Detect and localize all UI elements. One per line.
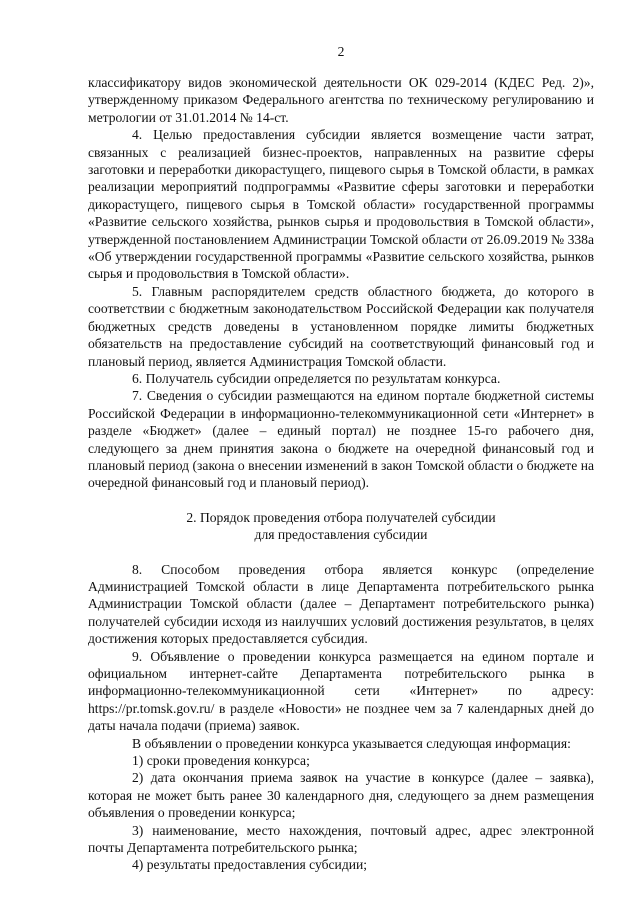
paragraph-item-4: 4. Целью предоставления субсидии является возмещение части затрат, связанных с реализацией бизнес-проектов, направленных на развитие сферы заготовки и переработки дикорастущего, пищевого сырья в Томской области, в рамках реализации мероприятий подпрограммы «Развитие сферы заготовки и переработки дикорастущего, пищевого сырья в Томской области» государственной программы «Развитие сельского хозяйства, рынков сырья и продовольствия в Томской области», утвержденной постановлением Администрации Томской области от 26.09.2019 № 338а «Об утверждении государственной программы «Развитие сельского хозяйства, рынков сырья и продовольствия в Томской области». [88,127,594,282]
paragraph-item-5: 5. Главным распорядителем средств областного бюджета, до которого в соответствии с бюджетным законодательством Российской Федерации как получателя бюджетных средств доведены в установленном порядке лимиты бюджетных обязательств на предоставление субсидий на соответствующий финансовый год и плановый период, является Администрация Томской области. [88,283,594,369]
paragraph-item-8: 8. Способом проведения отбора является конкурс (определение Администрацией Томской области в лице Департамента потребительского рынка Администрации Томской области (далее – Департамент потребительского рынка) получателей субсидии исходя из наилучших условий достижения результатов, в целях достижения которых предоставляется субсидия. [88,561,594,647]
list-item-4: 4) результаты предоставления субсидии; [132,857,368,873]
paragraph-item-7: 7. Сведения о субсидии размещаются на едином портале бюджетной системы Российской Федерации в информационно-телекоммуникационной сети «Интернет» в разделе «Бюджет» (далее – единый портал) не позднее 15-го рабочего дня, следующего за днем принятия закона о бюджете на очередной финансовый год и плановый период (закона о внесении изменений в закон Томской области о бюджете на очередной финансовый год и плановый период). [88,388,594,491]
list-item-2: 2) дата окончания приема заявок на участие в конкурсе (далее – заявка), которая не может быть ранее 30 календарного дня, следующего за днем размещения объявления о проведении конкурса; [88,770,594,821]
paragraph-item-6: 6. Получатель субсидии определяется по результатам конкурса. [132,370,501,386]
paragraph-announcement-info: В объявлении о проведении конкурса указывается следующая информация: [132,735,571,751]
document-body [88,74,594,874]
section-heading-line-1: 2. Порядок проведения отбора получателей субсидии [186,509,496,525]
section-heading-line-2: для предоставления субсидии [254,527,428,543]
paragraph-item-9: 9. Объявление о проведении конкурса размещается на едином портале и официальном интернет-сайте Департамента потребительского рынка в информационно-телекоммуникационной сети «Интернет» по адресу: https://pr.tomsk.gov.ru/ в разделе «Новости» не позднее чем за 7 календарных дней до даты начала подачи (приема) заявок. [88,648,594,734]
list-item-3: 3) наименование, место нахождения, почтовый адрес, адрес электронной почты Департамента потребительского рынка; [88,822,594,856]
section-heading [88,509,594,544]
list-item-1: 1) сроки проведения конкурса; [132,753,310,769]
page-number: 2 [337,44,345,59]
paragraph-continuation: классификатору видов экономической деятельности ОК 029-2014 (КДЕС Ред. 2)», утвержденному приказом Федерального агентства по техническому регулированию и метрологии от 31.01.2014 № 14-ст. [88,75,594,125]
